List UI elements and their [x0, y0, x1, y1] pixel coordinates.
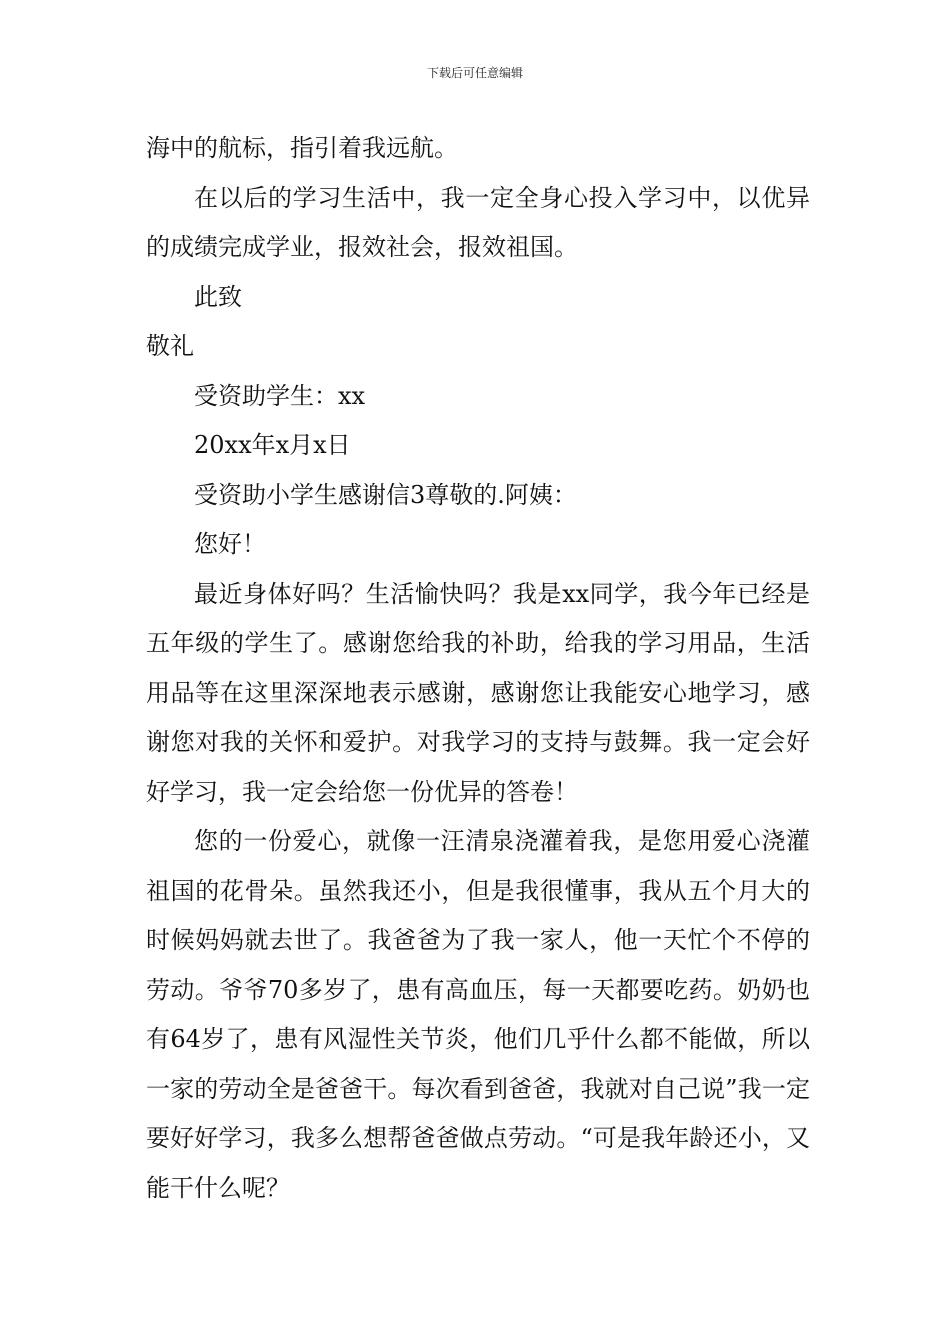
date-line: 20xx年x月x日: [194, 431, 351, 459]
paragraph-body-1: 最近身体好吗？生活愉快吗？我是xx同学，我今年已经是五年级的学生了。感谢您给我的补助，给我的学习用品，生活用品等在这里深深地表示感谢，感谢您让我能安心地学习，感谢您对我的关怀和爱护。对我学习的支持与鼓舞。我一定会好好学习，我一定会给您一份优异的答卷！: [146, 579, 810, 806]
greeting: 您好！: [194, 530, 266, 558]
paragraph-1: 海中的航标，指引着我远航。: [146, 134, 458, 162]
signature-line: 受资助学生：xx: [194, 381, 366, 410]
document-body: [146, 124, 810, 1213]
paragraph-body-2: 您的一份爱心，就像一汪清泉浇灌着我，是您用爱心浇灌祖国的花骨朵。虽然我还小，但是我很懂事，我从五个月大的时候妈妈就去世了。我爸爸为了我一家人，他一天忙个不停的劳动。爷爷70多岁了，患有高血压，每一天都要吃药。奶奶也有64岁了，患有风湿性关节炎，他们几乎什么都不能做，所以一家的劳动全是爸爸干。每次看到爸爸，我就对自己说”我一定要好好学习，我多么想帮爸爸做点劳动。“可是我年龄还小，又能干什么呢？: [146, 827, 810, 1202]
closing-regards: 敬礼: [146, 332, 194, 360]
closing-salutation: 此致: [194, 282, 242, 311]
page-header: 下载后可任意编辑: [426, 66, 523, 80]
paragraph-2: 在以后的学习生活中，我一定全身心投入学习中，以优异的成绩完成学业，报效社会，报效祖国。: [146, 183, 810, 261]
letter-title-greeting: 受资助小学生感谢信3尊敬的.阿姨：: [194, 480, 577, 509]
